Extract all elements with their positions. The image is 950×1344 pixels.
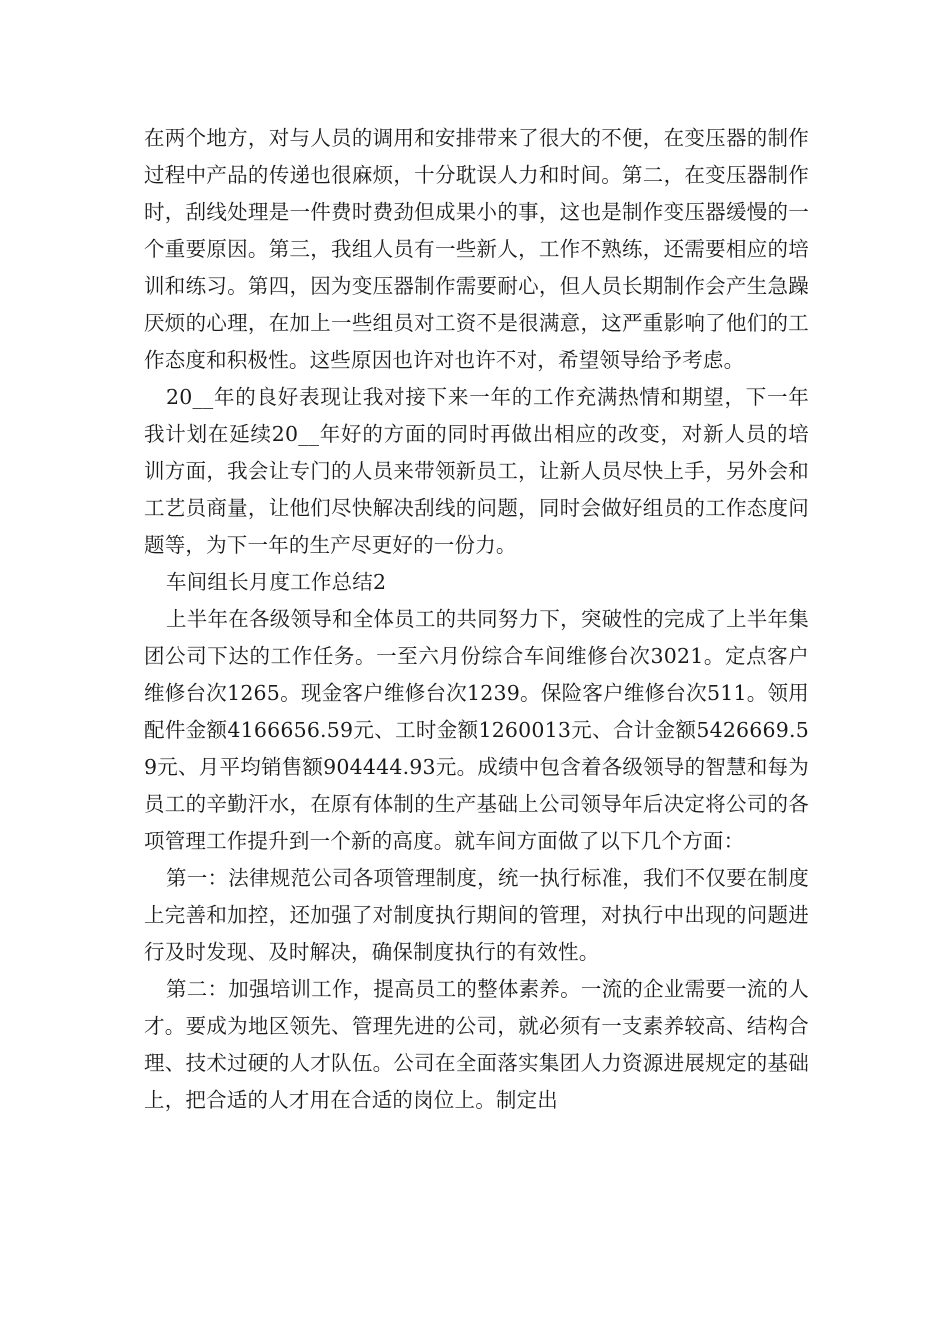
paragraph-plan: 20__年的良好表现让我对接下来一年的工作充满热情和期望，下一年我计划在延续20__年好的方面的同时再做出相应的改变，对新人员的培训方面，我会让专门的人员来带领新员工，让新人员尽快上手，另外会和工艺员商量，让他们尽快解决刮线的问题，同时会做好组员的工作态度问题等，为下一年的生产尽更好的一份力。: [144, 385, 809, 557]
paragraph-point-one: 第一：法律规范公司各项管理制度，统一执行标准，我们不仅要在制度上完善和加控，还加强了对制度执行期间的管理，对执行中出现的问题进行及时发现、及时解决，确保制度执行的有效性。: [144, 866, 809, 964]
paragraph-continuation: 在两个地方，对与人员的调用和安排带来了很大的不便，在变压器的制作过程中产品的传递也很麻烦，十分耽误人力和时间。第二，在变压器制作时，刮线处理是一件费时费劲但成果小的事，这也是制作变压器缓慢的一个重要原因。第三，我组人员有一些新人，工作不熟练，还需要相应的培训和练习。第四，因为变压器制作需要耐心，但人员长期制作会产生急躁厌烦的心理，在加上一些组员对工资不是很满意，这严重影响了他们的工作态度和积极性。这些原因也许对也许不对，希望领导给予考虑。: [144, 126, 809, 372]
section-heading: 车间组长月度工作总结2: [166, 570, 387, 594]
paragraph-summary: 上半年在各级领导和全体员工的共同努力下，突破性的完成了上半年集团公司下达的工作任务。一至六月份综合车间维修台次3021。定点客户维修台次1265。现金客户维修台次1239。保险客户维修台次511。领用配件金额4166656.59元、工时金额1260013元、合计金额5426669.59元、月平均销售额904444.93元。成绩中包含着各级领导的智慧和每为员工的辛勤汗水，在原有体制的生产基础上公司领导年后决定将公司的各项管理工作提升到一个新的高度。就车间方面做了以下几个方面：: [144, 607, 809, 853]
paragraph-point-two: 第二：加强培训工作，提高员工的整体素养。一流的企业需要一流的人才。要成为地区领先、管理先进的公司，就必须有一支素养较高、结构合理、技术过硬的人才队伍。公司在全面落实集团人力资源进展规定的基础上，把合适的人才用在合适的岗位上。制定出: [144, 977, 809, 1112]
document-body: [144, 120, 809, 1119]
